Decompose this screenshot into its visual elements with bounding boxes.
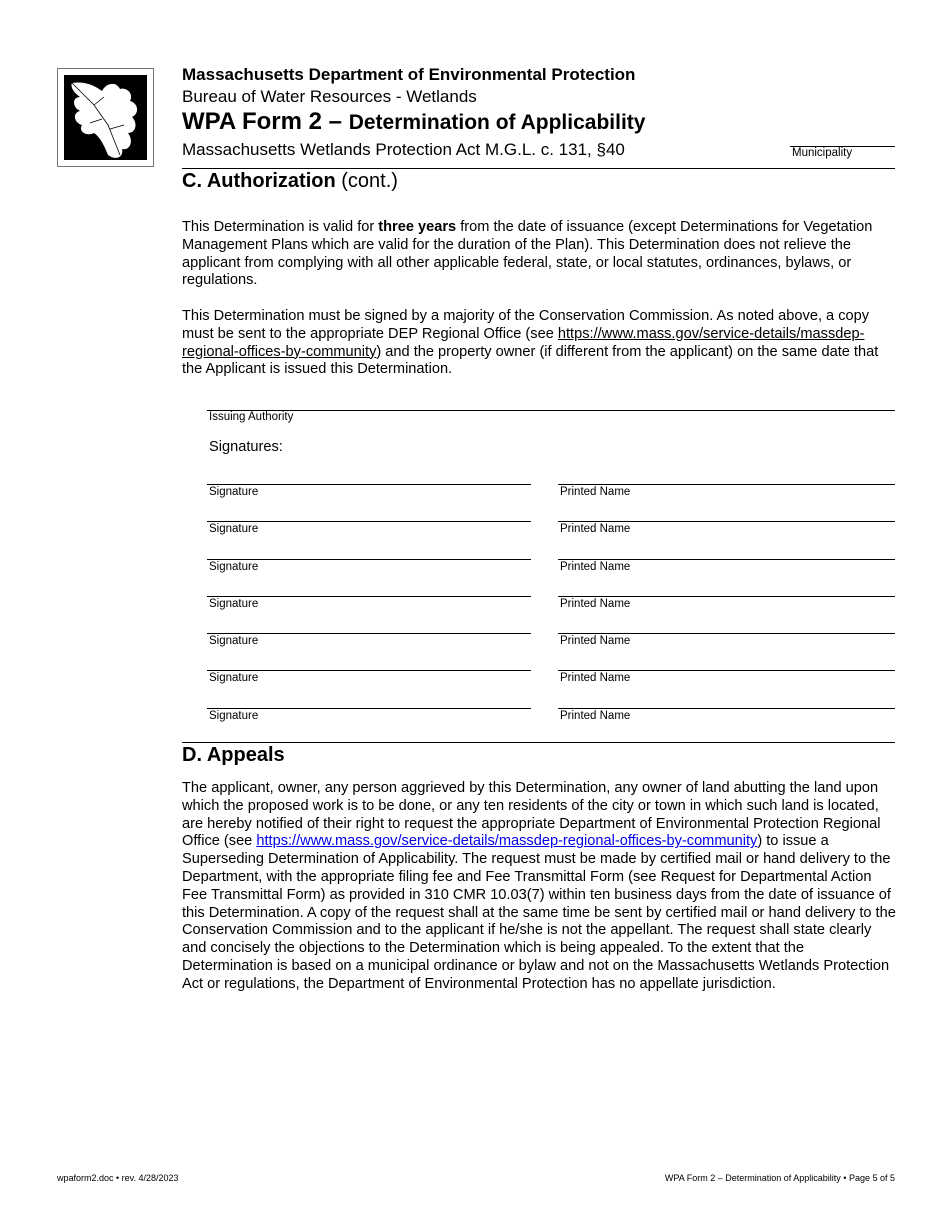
issuing-authority-label: Issuing Authority [209,411,294,423]
section-c-title [182,170,398,193]
bureau-name: Bureau of Water Resources - Wetlands [182,87,477,106]
printed-name-line[interactable] [558,484,895,485]
signature-label: Signature [209,672,259,684]
form-subtitle: Determination of Applicability [348,111,646,134]
section-c-suffix: (cont.) [341,170,398,192]
issuing-authority-line[interactable] [207,410,895,411]
act-reference: Massachusetts Wetlands Protection Act M.G.L. c. 131, §40 [182,140,625,159]
signature-label: Signature [209,635,259,647]
signature-label: Signature [209,486,259,498]
printed-name-line[interactable] [558,708,895,709]
printed-name-label: Printed Name [560,598,631,610]
header-divider [182,168,895,169]
footer-right: WPA Form 2 – Determination of Applicability • Page 5 of 5 [664,1173,895,1183]
signature-line[interactable] [207,708,531,709]
printed-name-label: Printed Name [560,561,631,573]
signature-line[interactable] [207,670,531,671]
printed-name-line[interactable] [558,596,895,597]
massdep-logo [57,68,154,167]
appeals-regional-offices-link[interactable]: https://www.mass.gov/service-details/massdep-regional-offices-by-community [256,833,758,850]
regional-offices-link[interactable]: https://www.mass.gov/service-details/massdep-regional-offices-by-community [182,325,865,360]
agency-name: Massachusetts Department of Environmental Protection [182,65,636,84]
form-number: WPA Form 2 – [182,108,343,135]
signing-paragraph: This Determination must be signed by a majority of the Conservation Commission. As noted above, a copy must be sent to the appropriate DEP Regional Office (see https://www.mass.gov/service-details/massdep-regional-offices-by-community) and the property owner (if different from the applicant) on the same date that the Applicant is issued this Determination. [182,308,879,378]
section-c-heading: C. Authorization [182,170,336,192]
printed-name-line[interactable] [558,559,895,560]
appeals-paragraph: The applicant, owner, any person aggrieved by this Determination, any owner of land abutting the land upon which the proposed work is to be done, or any ten residents of the city or town in which such land is located, are hereby notified of their right to request the appropriate Department of Environmental Protection Regional Office (see https://www.mass.gov/service-details/massdep-regional-offices-by-community) to issue a Superseding Determination of Applicability. The request must be made by certified mail or hand delivery to the Department, with the appropriate filing fee and Fee Transmittal Form (see Request for Departmental Action Fee Transmittal Form) as provided in 310 CMR 10.03(7) within ten business days from the date of issuance of this Determination. A copy of the request shall at the same time be sent by certified mail or hand delivery to the Conservation Commission and to the applicant if he/she is not the appellant. The request shall state clearly and concisely the objections to the Determination which is being appealed. To the extent that the Determination is based on a municipal ordinance or bylaw and not on the Massachusetts Wetlands Protection Act or regulations, the Department of Environmental Protection has no appellate jurisdiction. [182,780,896,992]
validity-paragraph: This Determination is valid for three years from the date of issuance (except Determinations for Vegetation Management Plans which are valid for the duration of the Plan). This Determination does not relieve the applicant from complying with all other applicable federal, state, or local statutes, ordinances, bylaws, or regulations. [182,219,873,289]
signature-line[interactable] [207,559,531,560]
signature-line[interactable] [207,484,531,485]
printed-name-label: Printed Name [560,672,631,684]
section-d-divider [182,742,895,743]
signature-label: Signature [209,561,259,573]
printed-name-line[interactable] [558,633,895,634]
signatures-label: Signatures: [209,439,283,455]
signature-label: Signature [209,710,259,722]
printed-name-line[interactable] [558,521,895,522]
oak-leaf-icon [64,75,149,162]
section-d-title: D. Appeals [182,744,285,766]
signature-label: Signature [209,598,259,610]
printed-name-label: Printed Name [560,710,631,722]
signature-line[interactable] [207,633,531,634]
printed-name-label: Printed Name [560,523,631,535]
municipality-label: Municipality [792,147,853,159]
signature-line[interactable] [207,596,531,597]
printed-name-label: Printed Name [560,635,631,647]
signature-label: Signature [209,523,259,535]
printed-name-line[interactable] [558,670,895,671]
printed-name-label: Printed Name [560,486,631,498]
form-title [182,108,645,136]
footer-left: wpaform2.doc • rev. 4/28/2023 [57,1173,179,1183]
signature-line[interactable] [207,521,531,522]
